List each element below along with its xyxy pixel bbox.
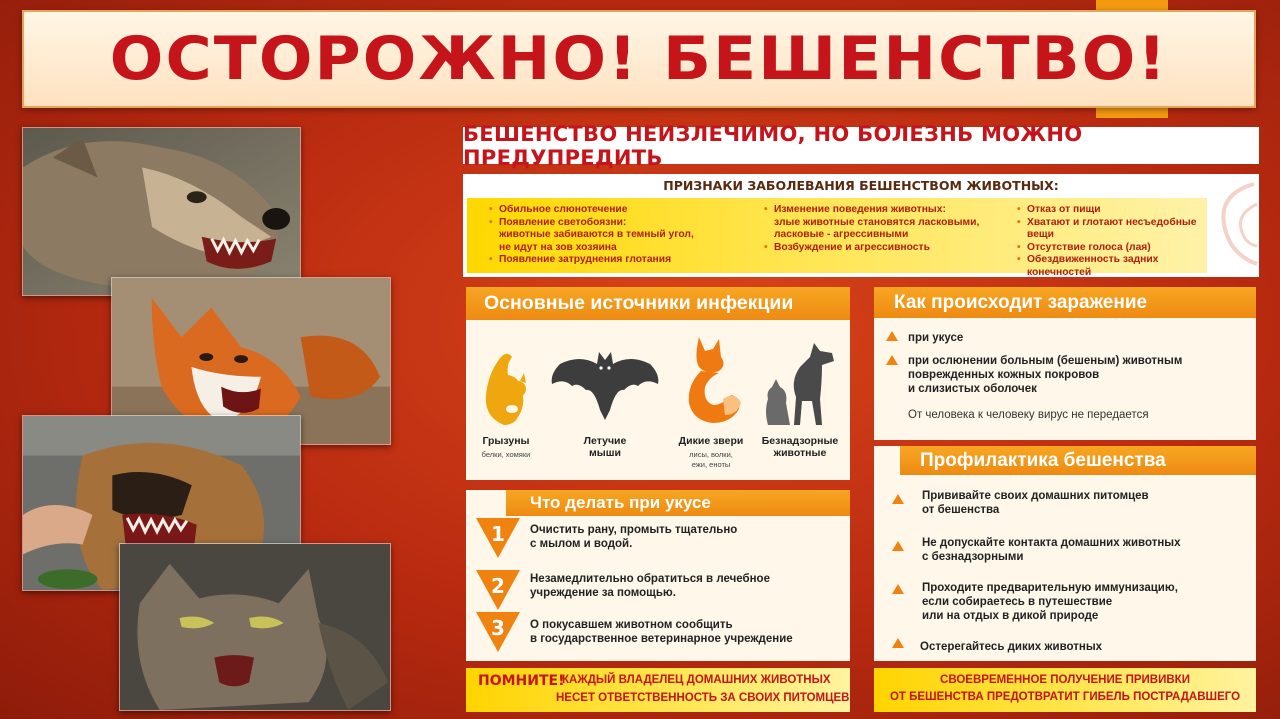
triangle-bullet-icon xyxy=(892,638,904,648)
infection-item: при укусе xyxy=(908,332,964,344)
infection-note: От человека к человеку вирус не передается xyxy=(908,409,1149,421)
symptom-item: • Отсутствие голоса (лая) xyxy=(1015,242,1207,255)
cat-photo xyxy=(119,543,391,711)
prevention-title: Профилактика бешенства xyxy=(900,446,1256,475)
page-title: ОСТОРОЖНО! БЕШЕНСТВО! xyxy=(109,24,1169,94)
step-number: 3 xyxy=(491,616,505,640)
symptom-item-cont: животные забиваются в темный угол, xyxy=(499,229,694,240)
prevention-item: Остерегайтесь диких животных xyxy=(920,641,1103,653)
symptom-item: • Возбуждение и агрессивность xyxy=(762,242,979,255)
triangle-bullet-icon xyxy=(892,584,904,594)
bite-step xyxy=(530,523,737,551)
footer-right-line: ОТ БЕШЕНСТВА ПРЕДОТВРАТИТ ГИБЕЛЬ ПОСТРАДАВШЕГО xyxy=(889,691,1241,703)
bite-step xyxy=(530,618,793,646)
bite-step-line: учреждение за помощью. xyxy=(530,587,676,599)
bite-step-line: в государственное ветеринарное учреждение xyxy=(530,633,793,645)
infection-item xyxy=(908,354,1182,396)
step-number: 1 xyxy=(491,522,505,546)
symptom-item-cont: злые животные становятся ласковыми, xyxy=(774,216,980,228)
symptom-item: • Изменение поведения животных: xyxy=(762,204,979,217)
prevention-line: Не допускайте контакта домашних животных xyxy=(922,537,1181,549)
source-label: Летучие xyxy=(583,435,627,447)
wolf-photo xyxy=(22,127,301,296)
infection-line: при ослюнении больным (бешеным) животным xyxy=(908,355,1183,367)
symptom-item-cont: ласковые - агрессивными xyxy=(774,229,909,240)
footer-left-lead: ПОМНИТЕ! xyxy=(478,673,565,689)
infection-line: поврежденных кожных покровов xyxy=(908,369,1100,381)
prevention-item xyxy=(922,581,1178,623)
symptoms-panel xyxy=(463,174,1259,277)
bite-title: Что делать при укусе xyxy=(506,490,850,516)
bite-step-line: Незамедлительно обратиться в лечебное xyxy=(530,573,770,585)
source-label: Грызуны xyxy=(482,435,530,447)
sources-title: Основные источники инфекции xyxy=(466,287,850,320)
footer-left-line: КАЖДЫЙ ВЛАДЕЛЕЦ ДОМАШНИХ ЖИВОТНЫХ xyxy=(562,674,831,686)
symptom-item: • Появление затруднения глотания xyxy=(487,254,694,267)
symptom-item: • Обильное слюнотечение xyxy=(487,204,694,217)
source-label: Дикие звери xyxy=(678,435,744,447)
source-label: животные xyxy=(773,447,827,459)
bite-step-line: с мылом и водой. xyxy=(530,538,633,550)
sources-panel xyxy=(466,287,850,480)
subtitle-banner xyxy=(463,121,1259,170)
prevention-line: Проходите предварительную иммунизацию, xyxy=(922,582,1178,594)
source-label: мыши xyxy=(589,447,621,459)
symptom-item-cont: не идут на зов хозяина xyxy=(499,241,617,253)
step-number: 2 xyxy=(491,574,505,598)
symptom-item: • Обездвиженность задних конечностей xyxy=(1015,254,1207,279)
prevention-line: Прививайте своих домашних питомцев xyxy=(922,490,1149,502)
title-banner xyxy=(22,10,1256,108)
footer-right-line: СВОЕВРЕМЕННОЕ ПОЛУЧЕНИЕ ПРИВИВКИ xyxy=(940,674,1190,686)
footer-left-banner xyxy=(466,668,850,712)
fox-icon xyxy=(679,335,745,429)
prevention-item xyxy=(922,489,1149,517)
infection-panel xyxy=(874,287,1256,440)
prevention-line: с безнадзорными xyxy=(922,551,1024,563)
footer-left-line: НЕСЕТ ОТВЕТСТВЕННОСТЬ ЗА СВОИХ ПИТОМЦЕВ xyxy=(556,692,850,704)
symptom-item: • Появление светобоязни: xyxy=(487,217,694,230)
infection-line: и слизистых оболочек xyxy=(908,383,1037,395)
dog-cat-icon xyxy=(762,341,838,429)
symptoms-title: ПРИЗНАКИ ЗАБОЛЕВАНИЯ БЕШЕНСТВОМ ЖИВОТНЫХ: xyxy=(663,178,1059,193)
prevention-item xyxy=(922,536,1181,564)
triangle-bullet-icon xyxy=(892,494,904,504)
symptoms-column-1 xyxy=(487,204,694,267)
triangle-bullet-icon xyxy=(886,331,898,341)
symptom-item: • Отказ от пищи xyxy=(1015,204,1207,217)
ornament-icon xyxy=(1199,174,1259,277)
bite-step xyxy=(530,572,770,600)
source-label: Безнадзорные xyxy=(761,435,839,447)
source-sublabel: белки, хомяки xyxy=(481,450,531,459)
symptoms-body xyxy=(467,198,1207,278)
bite-step-line: О покусавшем животном сообщить xyxy=(530,619,733,631)
subtitle-text: БЕШЕНСТВО НЕИЗЛЕЧИМО, НО БОЛЕЗНЬ МОЖНО ПРЕДУПРЕДИТЬ xyxy=(463,121,1083,170)
source-sublabel: лисы, волки, xyxy=(689,450,733,459)
prevention-line: от бешенства xyxy=(922,504,1000,516)
infection-title: Как происходит заражение xyxy=(874,287,1256,318)
footer-right-banner xyxy=(874,668,1256,712)
bite-step-line: Очистить рану, промыть тщательно xyxy=(530,524,738,536)
source-sublabel: ежи, еноты xyxy=(691,460,731,469)
prevention-panel xyxy=(874,446,1256,661)
triangle-bullet-icon xyxy=(886,355,898,365)
symptoms-column-2 xyxy=(762,204,979,254)
symptoms-column-3 xyxy=(1015,204,1207,279)
bat-icon xyxy=(550,350,660,422)
squirrel-icon xyxy=(482,347,530,427)
prevention-line: или на отдых в дикой природе xyxy=(922,610,1099,622)
bite-panel xyxy=(466,490,850,661)
triangle-bullet-icon xyxy=(892,541,904,551)
prevention-line: если собираетесь в путешествие xyxy=(922,596,1113,608)
symptom-item: • Хватают и глотают несъедобные вещи xyxy=(1015,217,1207,242)
